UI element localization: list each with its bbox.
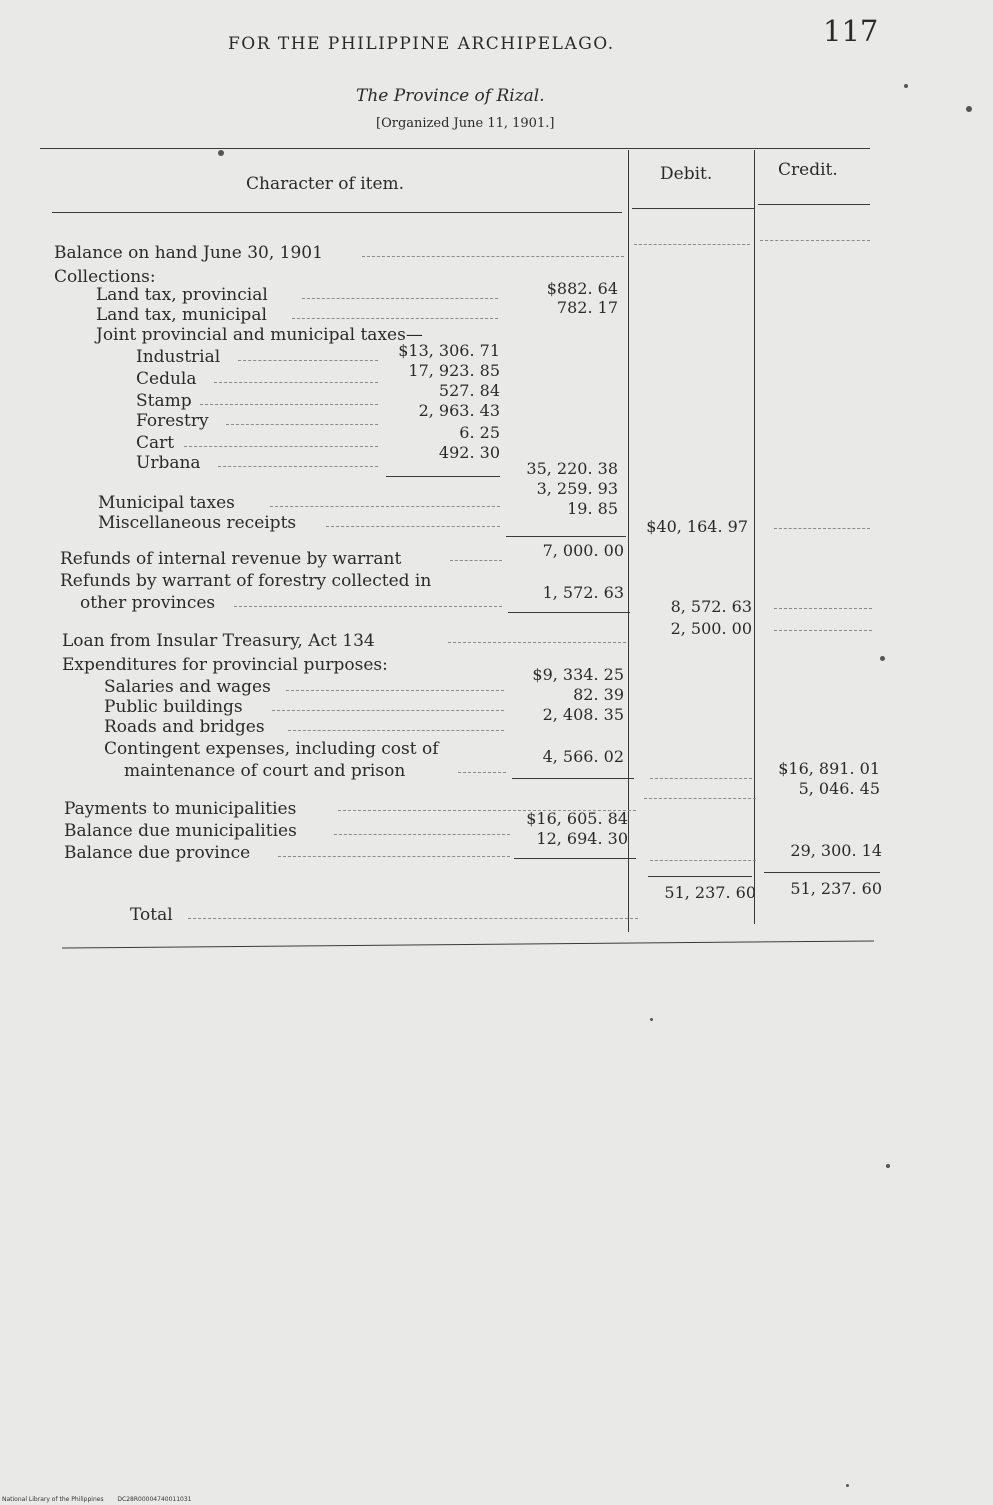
table-bottom-rule [62, 940, 874, 948]
row-cart: Cart [136, 433, 175, 453]
row-land-tax-provincial: Land tax, provincial [96, 285, 268, 305]
row-industrial: Industrial [136, 347, 221, 367]
leader-dots [650, 860, 756, 861]
amount-land-tax-municipal: 782. 17 [556, 298, 618, 317]
amount-balance-due-municipalities: $16, 605. 84 [526, 809, 628, 828]
amount-roads-bridges: 2, 408. 35 [542, 705, 624, 724]
province-title: The Province of Rizal. [356, 86, 545, 106]
subtotal-rule [386, 476, 500, 477]
leader-dots [288, 730, 504, 731]
row-land-tax-municipal: Land tax, municipal [96, 305, 267, 325]
amount-forestry: 2, 963. 43 [418, 401, 500, 420]
amount-misc-receipts: 19. 85 [567, 499, 618, 518]
scan-speck [966, 106, 972, 112]
leader-dots [234, 606, 502, 607]
amount-urbana: 492. 30 [438, 443, 500, 462]
leader-dots [774, 528, 870, 529]
organized-note: [Organized June 11, 1901.] [376, 116, 555, 131]
leader-dots [286, 690, 504, 691]
leader-dots [238, 360, 378, 361]
totals-rule-credit [764, 872, 880, 873]
amount-land-tax-provincial: $882. 64 [546, 279, 618, 298]
running-title: FOR THE PHILIPPINE ARCHIPELAGO. [228, 34, 615, 54]
amount-municipal-taxes: 3, 259. 93 [536, 479, 618, 498]
row-urbana: Urbana [136, 453, 201, 473]
row-balance-on-hand: Balance on hand June 30, 1901 [54, 243, 323, 263]
row-forestry: Forestry [136, 411, 209, 431]
leader-dots [458, 772, 506, 773]
row-cedula: Cedula [136, 369, 197, 389]
row-refunds-forestry: Refunds by warrant of forestry collected in [60, 571, 432, 591]
amount-industrial: $13, 306. 71 [398, 341, 500, 360]
credit-expenditures-total: $16, 891. 01 [778, 759, 880, 778]
debit-column-divider [628, 150, 629, 932]
leader-dots [774, 630, 872, 631]
row-municipal-taxes: Municipal taxes [98, 493, 235, 513]
header-bottom-rule-credit [758, 204, 870, 205]
amount-balance-due-province: 12, 694. 30 [536, 829, 628, 848]
column-header-item: Character of item. [246, 174, 405, 194]
row-misc-receipts: Miscellaneous receipts [98, 513, 297, 533]
leader-dots [450, 560, 502, 561]
credit-column-divider [754, 150, 755, 924]
scan-speck [218, 150, 224, 156]
scan-speck [846, 1484, 849, 1487]
table-top-rule [40, 148, 870, 149]
leader-dots [292, 318, 498, 319]
header-bottom-rule-item [52, 212, 622, 213]
scan-speck [886, 1164, 890, 1168]
row-stamp: Stamp [136, 391, 192, 411]
credit-balance-due-province: 29, 300. 14 [790, 841, 882, 860]
credit-total: 51, 237. 60 [790, 879, 882, 898]
row-collections: Collections: [54, 267, 156, 287]
debit-refunds-total: 8, 572. 63 [670, 597, 752, 616]
amount-refunds-internal-revenue: 7, 000. 00 [542, 541, 624, 560]
leader-dots [774, 608, 872, 609]
row-contingent-cont: maintenance of court and prison [124, 761, 406, 781]
leader-dots [226, 424, 378, 425]
subtotal-rule [512, 778, 634, 779]
leader-dots [644, 798, 756, 799]
header-bottom-rule-debit [632, 208, 754, 209]
totals-rule-debit [648, 876, 752, 877]
leader-dots [760, 240, 870, 241]
amount-stamp: 527. 84 [438, 381, 500, 400]
row-salaries: Salaries and wages [104, 677, 271, 697]
leader-dots [334, 834, 510, 835]
row-payments-municipalities: Payments to municipalities [64, 799, 297, 819]
row-refunds-forestry-cont: other provinces [80, 593, 216, 613]
leader-dots [448, 642, 626, 643]
row-public-buildings: Public buildings [104, 697, 243, 717]
row-roads-bridges: Roads and bridges [104, 717, 265, 737]
amount-joint-total: 35, 220. 38 [526, 459, 618, 478]
debit-total: 51, 237. 60 [664, 883, 756, 902]
document-code: DC28R00004740011031 [117, 1496, 192, 1503]
leader-dots [302, 298, 498, 299]
subtotal-rule [508, 612, 630, 613]
library-name: National Library of the Philippines [2, 1496, 104, 1503]
leader-dots [272, 710, 504, 711]
credit-payments-municipalities: 5, 046. 45 [798, 779, 880, 798]
scan-speck [650, 1018, 653, 1021]
leader-dots [218, 466, 378, 467]
row-contingent: Contingent expenses, including cost of [104, 739, 439, 759]
page-number: 117 [823, 14, 879, 48]
row-expenditures: Expenditures for provincial purposes: [62, 655, 388, 675]
amount-contingent: 4, 566. 02 [542, 747, 624, 766]
leader-dots [362, 256, 624, 257]
column-header-credit: Credit. [778, 160, 838, 180]
leader-dots [214, 382, 378, 383]
library-credit [2, 1496, 191, 1503]
debit-collections-total: $40, 164. 97 [646, 517, 748, 536]
scan-speck [880, 656, 885, 661]
row-balance-due-municipalities: Balance due municipalities [64, 821, 297, 841]
leader-dots [184, 446, 378, 447]
row-loan: Loan from Insular Treasury, Act 134 [62, 631, 375, 651]
subtotal-rule [506, 536, 626, 537]
leader-dots [650, 778, 752, 779]
debit-loan: 2, 500. 00 [670, 619, 752, 638]
leader-dots [634, 244, 750, 245]
amount-cedula: 17, 923. 85 [408, 361, 500, 380]
amount-public-buildings: 82. 39 [573, 685, 624, 704]
leader-dots [200, 404, 378, 405]
column-header-debit: Debit. [660, 164, 713, 184]
row-refunds-internal-revenue: Refunds of internal revenue by warrant [60, 549, 402, 569]
amount-refunds-forestry: 1, 572. 63 [542, 583, 624, 602]
leader-dots [278, 856, 510, 857]
row-joint-taxes: Joint provincial and municipal taxes— [96, 325, 423, 345]
subtotal-rule [514, 858, 636, 859]
leader-dots [188, 918, 638, 919]
row-total: Total [130, 905, 173, 925]
leader-dots [326, 526, 500, 527]
row-balance-due-province: Balance due province [64, 843, 251, 863]
amount-cart: 6. 25 [459, 423, 500, 442]
scan-speck [904, 84, 908, 88]
amount-salaries: $9, 334. 25 [532, 665, 624, 684]
leader-dots [270, 506, 500, 507]
